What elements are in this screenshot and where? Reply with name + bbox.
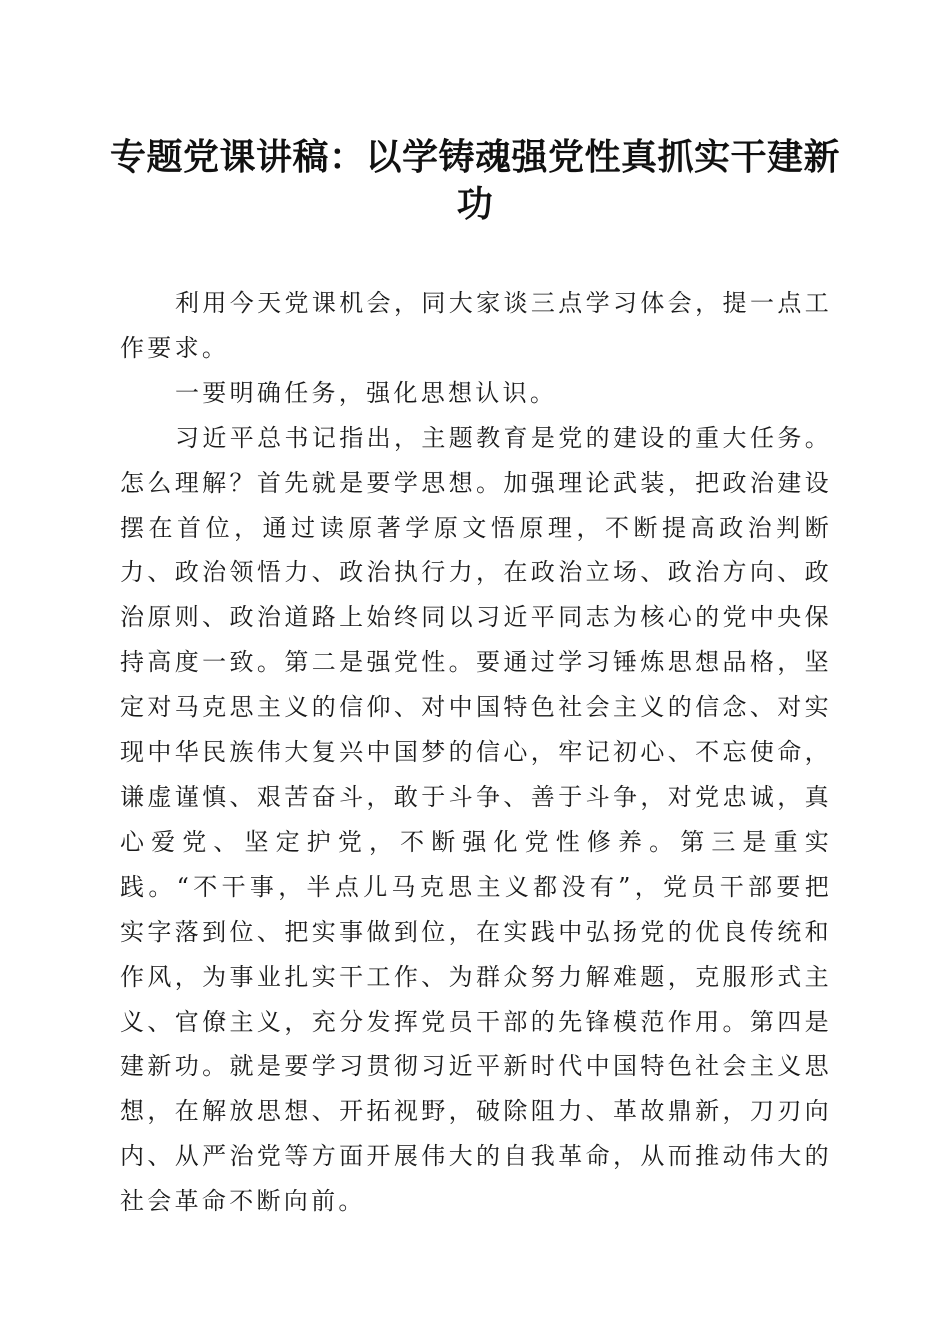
paragraph-heading-1: 一要明确任务，强化思想认识。 [175, 378, 558, 407]
paragraph-main: 习近平总书记指出，主题教育是党的建设的重大任务。怎么理解？首先就是要学思想。加强理论武装，把政治建设摆在首位，通过读原著学原文悟原理，不断提高政治判断力、政治领悟力、政治执行力，在政治立场、政治方向、政治原则、政治道路上始终同以习近平同志为核心的党中央保持高度一致。第二是强党性。要通过学习锤炼思想品格，坚定对马克思主义的信仰、对中国特色社会主义的信念、对实现中华民族伟大复兴中国梦的信心，牢记初心、不忘使命，谦虚谨慎、艰苦奋斗，敢于斗争、善于斗争，对党忠诚，真心爱党、坚定护党，不断强化党性修养。第三是重实践。“不干事，半点儿马克思主义都没有”，党员干部要把实字落到位、把实事做到位，在实践中弘扬党的优良传统和作风，为事业扎实干工作、为群众努力解难题，克服形式主义、官僚主义，充分发挥党员干部的先锋模范作用。第四是建新功。就是要学习贯彻习近平新时代中国特色社会主义思想，在解放思想、开拓视野，破除阻力、革故鼎新，刀刃向内、从严治党等方面开展伟大的自我革命，从而推动伟大的社会革命不断向前。 [120, 423, 832, 1216]
document-body [120, 281, 832, 1224]
document-title: 专题党课讲稿：以学铸魂强党性真抓实干建新功 [110, 136, 841, 225]
paragraph-intro: 利用今天党课机会，同大家谈三点学习体会，提一点工作要求。 [120, 289, 832, 362]
